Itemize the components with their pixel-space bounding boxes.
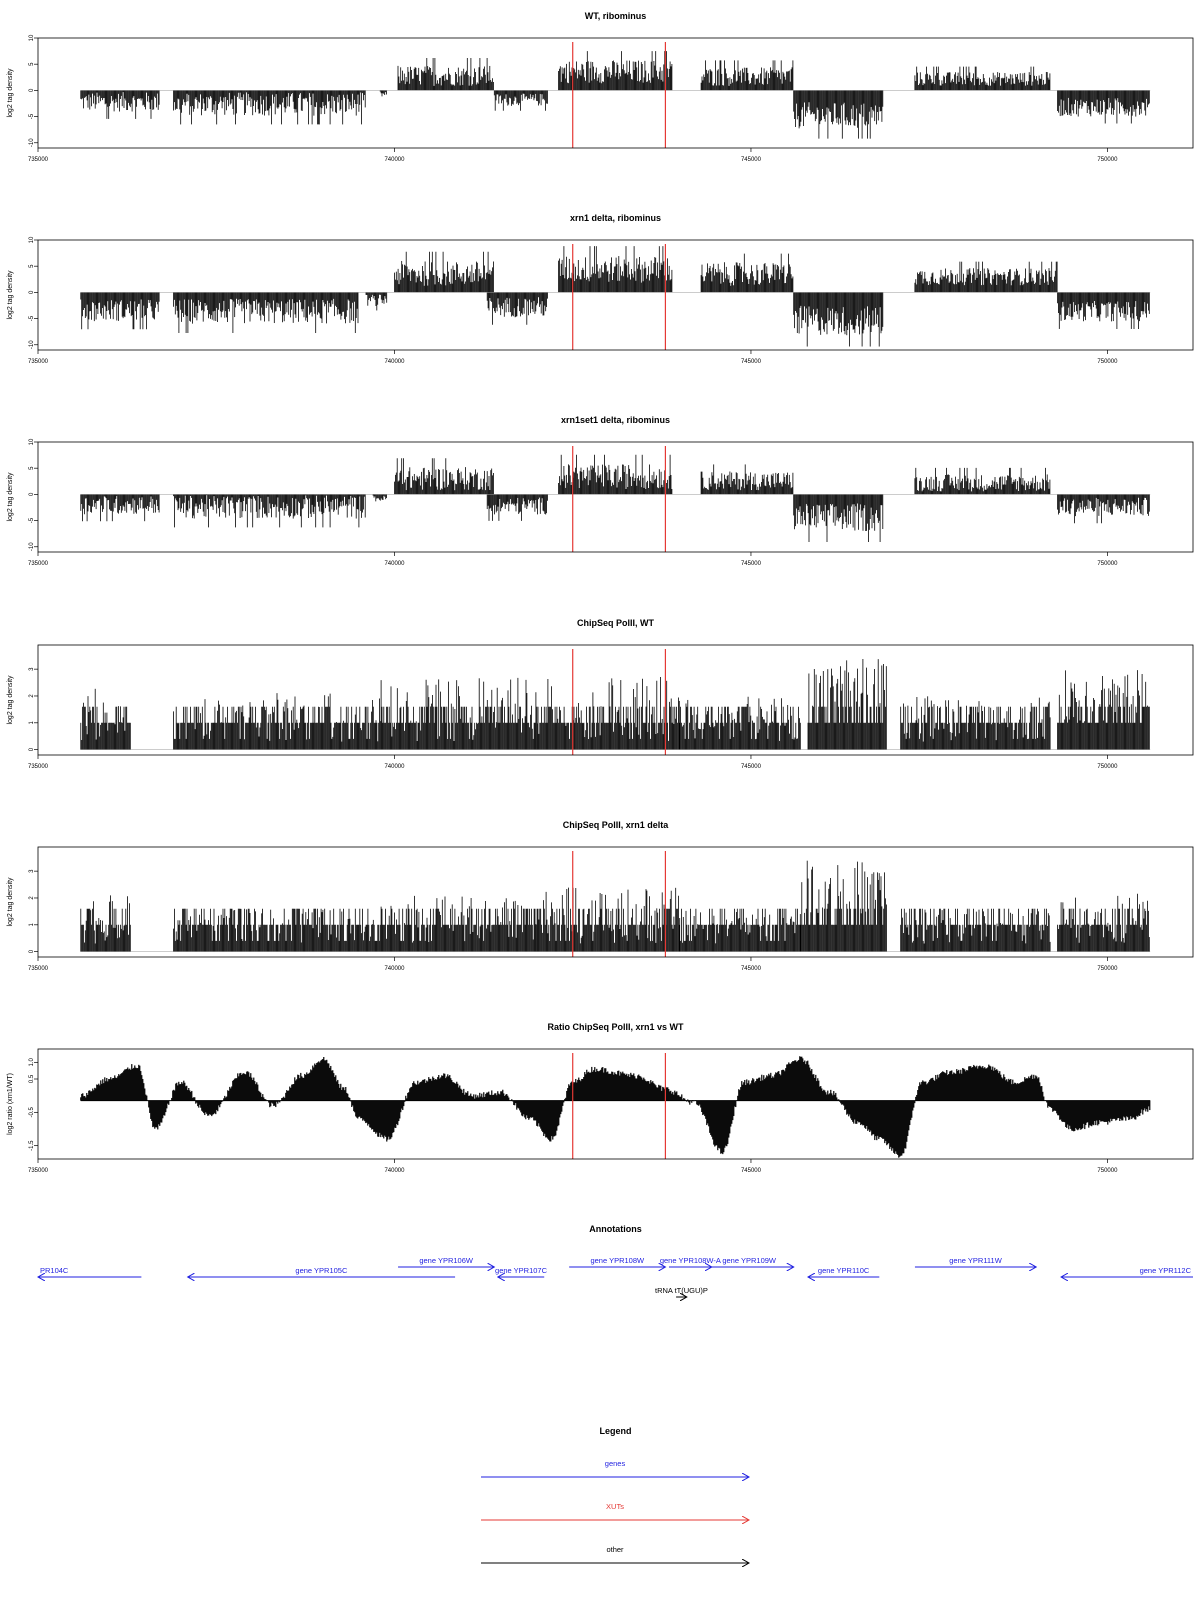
x-tick-label: 745000 — [740, 561, 761, 567]
x-tick-label: 745000 — [740, 764, 761, 770]
data-marks — [81, 455, 1150, 542]
chart-panel-1 — [7, 11, 1193, 163]
y-axis-label: log2 tag density — [7, 270, 14, 320]
y-tick-label: 0 — [29, 290, 35, 295]
y-tick-label: -10 — [29, 340, 35, 350]
x-axis — [28, 350, 1118, 365]
x-tick-label: 740000 — [384, 561, 405, 567]
y-tick-label: 3 — [29, 667, 35, 671]
y-tick-label: 0 — [29, 747, 35, 752]
chart-title: ChipSeq PolII, WT — [577, 618, 654, 628]
x-axis — [28, 148, 1118, 163]
chart-panel-5 — [7, 820, 1193, 972]
y-axis — [29, 34, 38, 147]
y-axis-label: log2 tag density — [7, 675, 14, 725]
x-tick-label: 750000 — [1097, 359, 1118, 365]
y-tick-label: 10 — [29, 438, 35, 446]
x-tick-label: 735000 — [27, 157, 49, 163]
x-tick-label: 750000 — [1097, 561, 1118, 567]
chart-panel-4 — [7, 618, 1193, 770]
y-axis — [29, 438, 38, 551]
y-tick-label: 0 — [29, 492, 35, 497]
chart-title: xrn1set1 delta, ribominus — [560, 415, 671, 425]
y-tick-label: 1 — [29, 721, 35, 725]
y-axis — [29, 667, 38, 751]
x-tick-label: 745000 — [740, 157, 761, 163]
x-tick-label: 750000 — [1097, 764, 1118, 770]
y-tick-label: -5 — [29, 113, 35, 120]
y-axis-label: log2 tag density — [7, 68, 14, 118]
x-tick-label: 740000 — [384, 359, 405, 365]
y-axis — [29, 236, 38, 349]
x-tick-label: 740000 — [384, 764, 405, 770]
chart-title: xrn1 delta, ribominus — [569, 213, 662, 223]
data-marks — [81, 861, 1150, 952]
y-tick-label: 5 — [29, 466, 35, 470]
x-axis — [28, 552, 1118, 567]
data-marks — [81, 246, 1150, 346]
data-marks — [81, 659, 1150, 750]
y-tick-label: -10 — [29, 542, 35, 552]
x-tick-label: 735000 — [27, 764, 49, 770]
y-tick-label: 5 — [29, 62, 35, 66]
x-tick-label: 735000 — [27, 359, 49, 365]
x-tick-label: 745000 — [740, 359, 761, 365]
data-marks — [81, 51, 1150, 139]
chart-panel-2 — [7, 213, 1193, 365]
y-tick-label: 0 — [29, 88, 35, 93]
y-tick-label: 5 — [29, 264, 35, 268]
y-tick-label: 10 — [29, 236, 35, 244]
x-tick-label: 750000 — [1097, 157, 1118, 163]
x-tick-label: 740000 — [384, 157, 405, 163]
y-axis-label: log2 tag density — [7, 472, 14, 522]
x-tick-label: 735000 — [27, 561, 49, 567]
y-tick-label: -5 — [29, 315, 35, 322]
chart-title: ChipSeq PolII, xrn1 delta — [562, 820, 669, 830]
y-tick-label: 2 — [29, 694, 35, 698]
y-tick-label: -10 — [29, 138, 35, 148]
chart-panel-3 — [7, 415, 1193, 567]
y-tick-label: 10 — [29, 34, 35, 42]
x-axis — [28, 755, 1118, 770]
y-tick-label: -5 — [29, 517, 35, 524]
chart-title: WT, ribominus — [584, 11, 647, 21]
